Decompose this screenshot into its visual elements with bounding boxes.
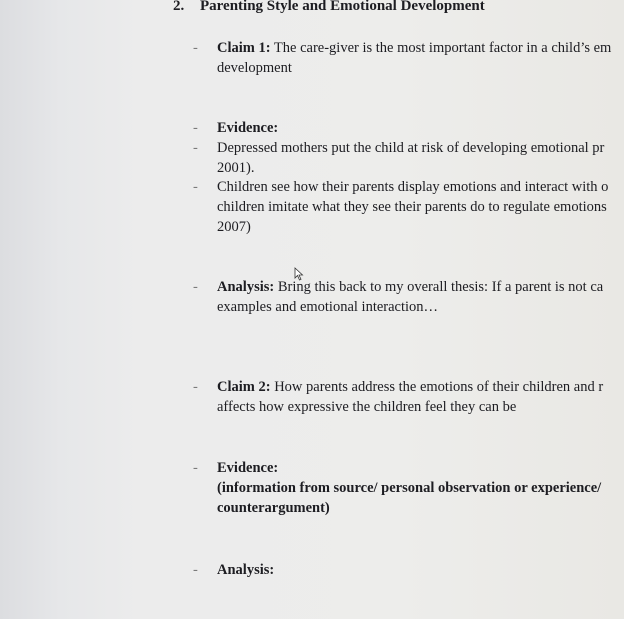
claim-1-line-2: development xyxy=(217,60,292,76)
mouse-pointer-icon xyxy=(294,267,304,281)
bullet-dash: - xyxy=(193,179,198,195)
section-title: Parenting Style and Emotional Development xyxy=(200,0,485,14)
bullet-dash: - xyxy=(193,460,198,476)
evidence-1-label: Evidence: xyxy=(217,120,279,136)
evidence-point-1-line-1: Depressed mothers put the child at risk of developing emotional pr xyxy=(217,140,605,156)
bullet-dash: - xyxy=(193,379,198,395)
section-number: 2. xyxy=(173,0,185,14)
claim-1-label: Claim 1: xyxy=(217,40,271,56)
bullet-dash: - xyxy=(193,120,198,136)
claim-1-line-1: The care-giver is the most important factor in a child’s em xyxy=(270,40,612,56)
evidence-point-1-line-2: 2001). xyxy=(217,160,255,176)
bullet-dash: - xyxy=(193,40,198,56)
evidence-2-info-line-2: counterargument) xyxy=(217,500,330,516)
analysis-1-line-2: examples and emotional interaction… xyxy=(217,299,439,315)
analysis-2-label: Analysis: xyxy=(217,562,275,578)
evidence-point-2-line-2: children imitate what they see their parents do to regulate emotions xyxy=(217,199,607,215)
claim-2-label: Claim 2: xyxy=(217,379,271,395)
analysis-1-line-1: Bring this back to my overall thesis: If a parent is not ca xyxy=(274,279,604,295)
evidence-2-info-line-1: (information from source/ personal observation or experience/ xyxy=(217,480,602,496)
claim-2-line-2: affects how expressive the children feel they can be xyxy=(217,399,517,415)
bullet-dash: - xyxy=(193,562,198,578)
evidence-point-2-line-1: Children see how their parents display emotions and interact with o xyxy=(217,179,609,195)
section-heading xyxy=(173,0,485,15)
claim-2-line-1: How parents address the emotions of their children and r xyxy=(270,379,604,395)
evidence-point-2-line-3: 2007) xyxy=(217,219,251,235)
evidence-2-label: Evidence: xyxy=(217,460,279,476)
bullet-dash: - xyxy=(193,279,198,295)
analysis-1-label: Analysis: xyxy=(217,279,275,295)
bullet-dash: - xyxy=(193,140,198,156)
